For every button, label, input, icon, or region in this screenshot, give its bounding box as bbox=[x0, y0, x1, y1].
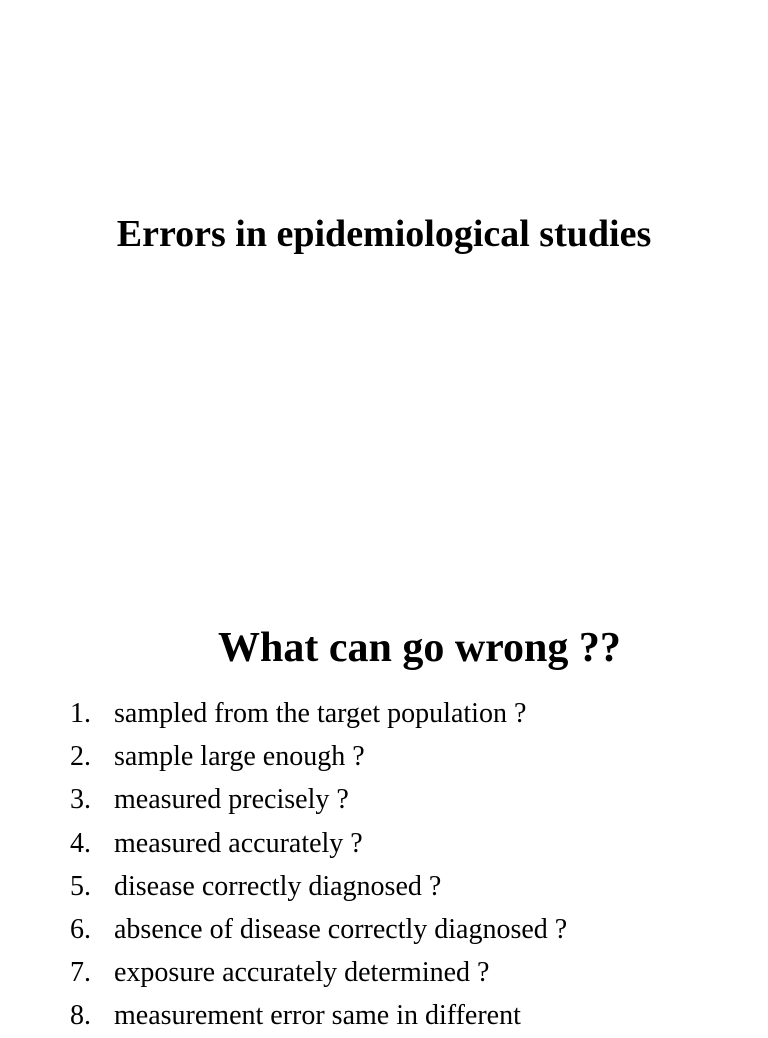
list-item bbox=[0, 908, 768, 951]
list-item-number: 3. bbox=[70, 784, 91, 816]
list-item-text: measured precisely ? bbox=[114, 784, 349, 816]
section-heading: What can go wrong ?? bbox=[218, 625, 621, 671]
list-item-number: 2. bbox=[70, 741, 91, 773]
list-item-text: exposure accurately determined ? bbox=[114, 957, 490, 989]
list-item-text: measured accurately ? bbox=[114, 827, 363, 859]
list-item bbox=[0, 994, 768, 1037]
list-item-number: 5. bbox=[70, 870, 91, 902]
list-item-number: 7. bbox=[70, 957, 91, 989]
list-item-number: 8. bbox=[70, 1000, 91, 1032]
list-item-text: disease correctly diagnosed ? bbox=[114, 870, 442, 902]
list-item-number: 1. bbox=[70, 698, 91, 729]
list-item bbox=[0, 778, 768, 821]
list-item bbox=[0, 951, 768, 994]
question-list bbox=[0, 692, 768, 1038]
list-item-text: sampled from the target population ? bbox=[114, 698, 527, 729]
list-item-text: sample large enough ? bbox=[114, 741, 365, 773]
list-item bbox=[0, 692, 768, 735]
list-item bbox=[0, 865, 768, 908]
list-item bbox=[0, 735, 768, 778]
list-item-number: 4. bbox=[70, 827, 91, 859]
list-item-text: measurement error same in different bbox=[114, 1000, 521, 1032]
list-item-text: absence of disease correctly diagnosed ? bbox=[114, 913, 568, 945]
list-item bbox=[0, 822, 768, 865]
list-item-number: 6. bbox=[70, 913, 91, 945]
slide-title: Errors in epidemiological studies bbox=[116, 213, 652, 255]
